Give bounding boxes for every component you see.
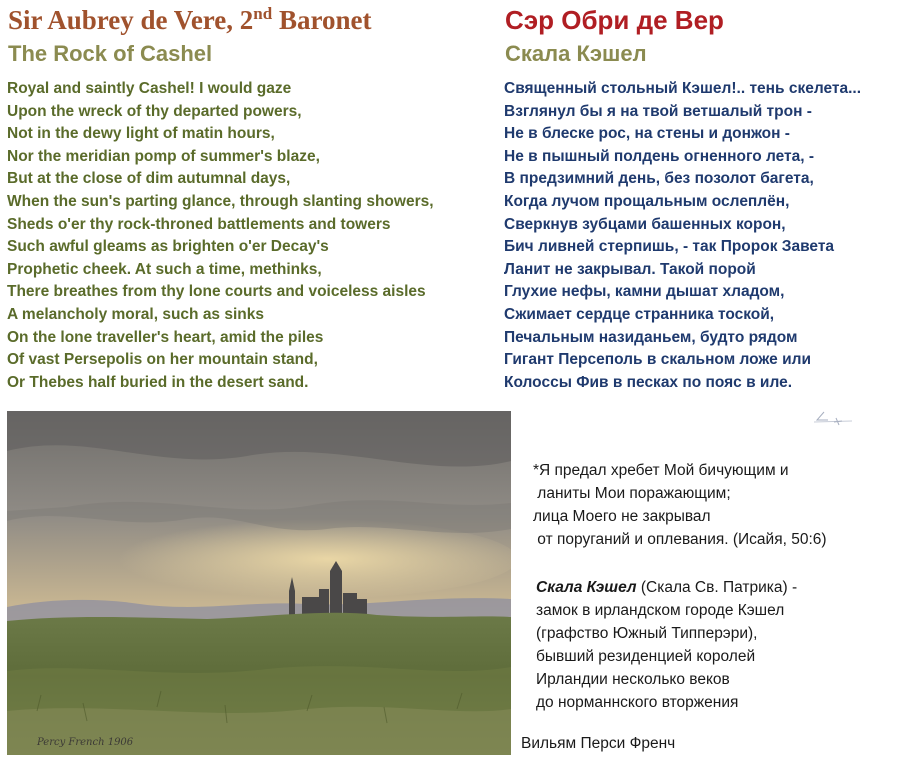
description-first-line xyxy=(536,576,896,599)
poem-line: Сверкнув зубцами башенных корон, xyxy=(504,215,786,233)
russian-poem xyxy=(504,78,861,394)
description-term-rest: (Скала Св. Патрика) - xyxy=(636,579,798,596)
watercolor-landscape xyxy=(7,411,511,755)
footnote-line: от поруганий и оплевания. (Исайя, 50:6) xyxy=(533,531,827,548)
rock-of-cashel-painting xyxy=(7,411,511,755)
poem-line: On the lone traveller's heart, amid the piles xyxy=(7,328,324,346)
poem-line: Upon the wreck of thy departed powers, xyxy=(7,102,302,120)
poem-line: Взглянул бы я на твой ветшалый трон - xyxy=(504,102,812,120)
description-line: замок в ирландском городе Кэшел xyxy=(536,602,785,619)
isaiah-footnote xyxy=(533,459,893,551)
painter-signature: Percy French 1906 xyxy=(37,737,134,748)
poem-line: Колоссы Фив в песках по пояс в иле. xyxy=(504,373,793,391)
author-name-tail: Baronet xyxy=(272,5,372,35)
poem-line: Of vast Persepolis on her mountain stand, xyxy=(7,351,318,369)
poem-line: Не в пышный полдень огненного лета, - xyxy=(504,147,815,165)
poem-line: When the sun's parting glance, through slanting showers, xyxy=(7,192,434,210)
author-ordinal-sup: nd xyxy=(253,4,273,23)
russian-poem-title: Скала Кэшел xyxy=(505,41,647,66)
description-line: до норманнского вторжения xyxy=(536,694,739,711)
translator-signature-mark xyxy=(812,408,856,430)
description-line: бывший резиденцией королей xyxy=(536,648,756,665)
poem-line: Not in the dewy light of matin hours, xyxy=(7,125,275,143)
poem-line: But at the close of dim autumnal days, xyxy=(7,170,291,188)
artist-credit: Вильям Перси Френч xyxy=(521,735,676,752)
author-name: Sir Aubrey de Vere, 2 xyxy=(8,5,254,35)
poem-line: Не в блеске рос, на стены и донжон - xyxy=(504,125,790,143)
poem-line: Глухие нефы, камни дышат хладом, xyxy=(504,283,785,301)
poem-line: Such awful gleams as brighten o'er Decay's xyxy=(7,238,329,256)
description-term: Скала Кэшел xyxy=(536,579,637,596)
poem-line: Royal and saintly Cashel! I would gaze xyxy=(7,80,292,97)
russian-author-title: Сэр Обри де Вер xyxy=(505,5,724,35)
poem-line: Гигант Персеполь в скальном ложе или xyxy=(504,351,811,369)
poem-line: Or Thebes half buried in the desert sand. xyxy=(7,373,309,391)
poem-line: Сжимает сердце странника тоской, xyxy=(504,305,775,323)
poem-line: Prophetic cheek. At such a time, methinks, xyxy=(7,260,322,278)
poem-line: Бич ливней стерпишь, - так Пророк Завета xyxy=(504,238,835,256)
footnote-line: *Я предал хребет Мой бичующим и xyxy=(533,462,789,479)
poem-line: Nor the meridian pomp of summer's blaze, xyxy=(7,147,320,165)
footnote-line: лица Моего не закрывал xyxy=(533,508,711,525)
poem-line: A melancholy moral, such as sinks xyxy=(7,305,264,323)
english-poem-title: The Rock of Cashel xyxy=(8,41,213,66)
poem-line: Когда лучом прощальным ослеплён, xyxy=(504,192,790,210)
cashel-description xyxy=(536,576,896,714)
poem-line: В предзимний день, без позолот багета, xyxy=(504,170,814,188)
english-poem xyxy=(7,78,434,394)
poem-line: Священный стольный Кэшел!.. тень скелета... xyxy=(504,80,862,97)
footnote-line: ланиты Мои поражающим; xyxy=(533,485,731,502)
description-line: (графство Южный Типперэри), xyxy=(536,625,758,642)
poem-line: Печальным назиданьем, будто рядом xyxy=(504,328,798,346)
poem-line: There breathes from thy lone courts and voiceless aisles xyxy=(7,283,426,301)
english-author-title xyxy=(8,4,371,36)
poem-line: Sheds o'er thy rock-throned battlements and towers xyxy=(7,215,391,233)
description-line: Ирландии несколько веков xyxy=(536,671,730,688)
poem-line: Ланит не закрывал. Такой порой xyxy=(504,260,756,278)
